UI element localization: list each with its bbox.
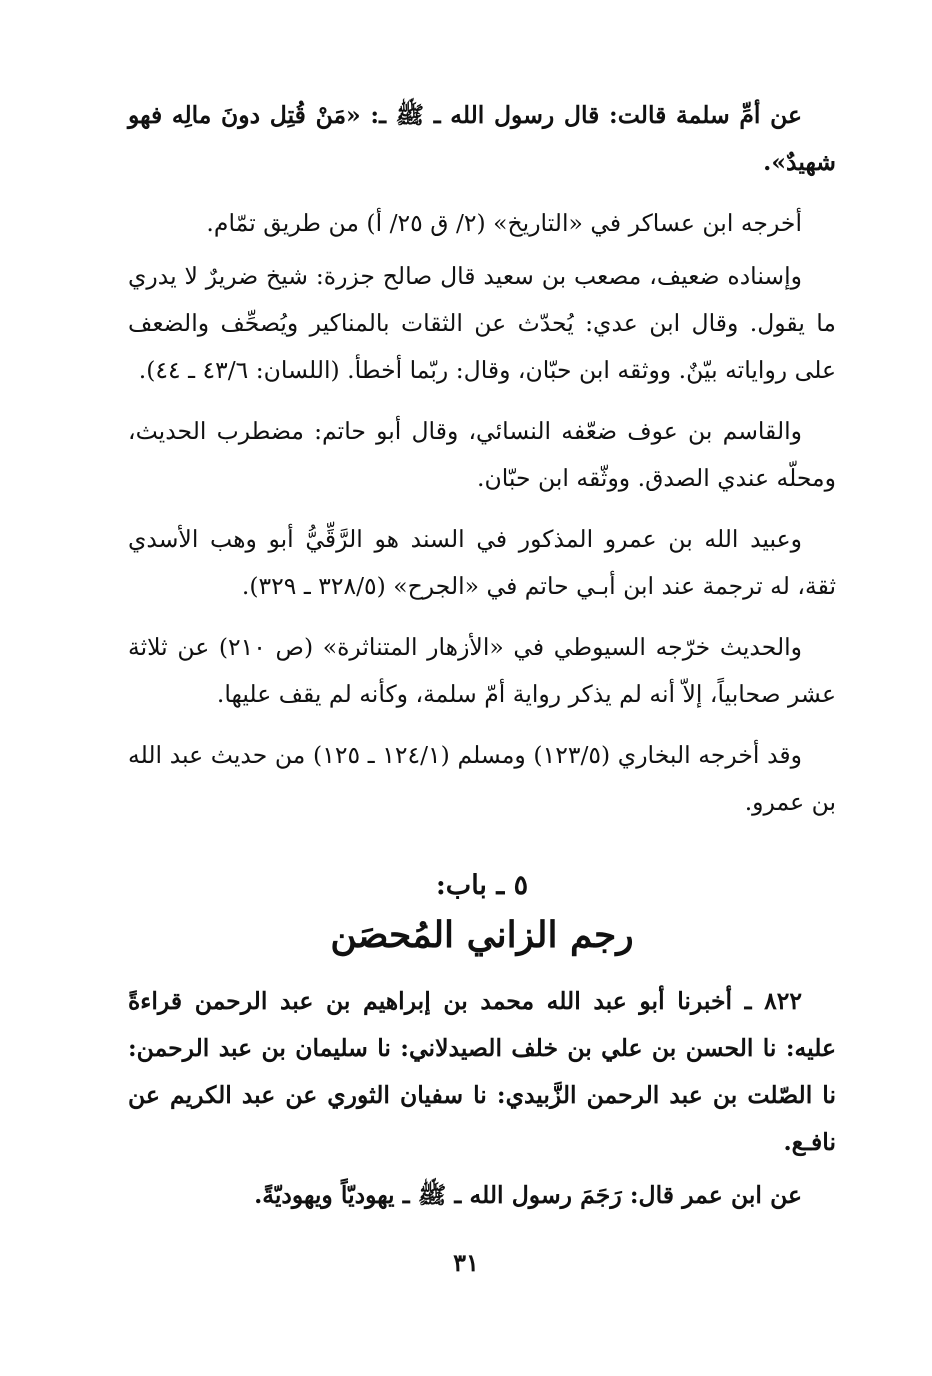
hadith-text-paragraph: عن ابن عمر قال: رَجَمَ رسول الله ـ ﷺ ـ يهوديّاً ويهوديّةً. bbox=[254, 1181, 802, 1209]
narrator-paragraph: والقاسم بن عوف ضعّفه النسائي، وقال أبو حاتم: مضطرب الحديث، ومحلّه عندي الصدق. ووثّقه ابن حبّان. bbox=[128, 417, 836, 492]
hadith-chain-paragraph: ٨٢٢ ـ أخبرنا أبو عبد الله محمد بن إبراهيم بن عبد الرحمن قراءةً عليه: نا الحسن بن علي بن خلف الصيدلاني: نا سليمان بن عبد الرحمن: نا الصّلت بن عبد الرحمن الزَّبيدي: نا سفيان الثوري عن عبد الكريم عن نافـع. bbox=[128, 987, 836, 1156]
page-body bbox=[128, 92, 836, 1233]
chapter-number: ٥ ـ باب: bbox=[435, 870, 529, 901]
hadith-text-paragraph: عن أمِّ سلمة قالت: قال رسول الله ـ ﷺ ـ: «مَنْ قُتِل دونَ مالِه فهو شهيدٌ». bbox=[128, 101, 836, 176]
chapter-title: رجم الزاني المُحصَن bbox=[330, 914, 634, 956]
takhrij-paragraph: أخرجه ابن عساكر في «التاريخ» (٢/ ق ٢٥/ أ) من طريق تمّام. bbox=[206, 209, 802, 237]
chapter-heading bbox=[128, 866, 836, 964]
takhrij-paragraph: والحديث خرّجه السيوطي في «الأزهار المتناثرة» (ص ٢١٠) عن ثلاثة عشر صحابياً، إلاّ أنه لم يذكر رواية أمّ سلمة، وكأنه لم يقف عليها. bbox=[128, 633, 836, 708]
takhrij-paragraph: وقد أخرجه البخاري (١٢٣/٥) ومسلم (١٢٤/١ ـ ١٢٥) من حديث عبد الله بن عمرو. bbox=[128, 741, 836, 816]
isnad-paragraph: وإسناده ضعيف، مصعب بن سعيد قال صالح جزرة: شيخ ضريرٌ لا يدري ما يقول. وقال ابن عدي: يُحدّث عن الثقات بالمناكير ويُصحِّف والضعف على رواياته بيّنٌ. ووثقه ابن حبّان، وقال: ربّما أخطأ. (اللسان: ٤٣/٦ ـ ٤٤). bbox=[128, 262, 836, 384]
page-number: ٣١ bbox=[453, 1248, 479, 1277]
narrator-paragraph: وعبيد الله بن عمرو المذكور في السند هو الرَّقِّيُّ أبو وهب الأسدي ثقة، له ترجمة عند ابن أبـي حاتم في «الجرح» (٣٢٨/٥ ـ ٣٢٩). bbox=[128, 525, 836, 600]
